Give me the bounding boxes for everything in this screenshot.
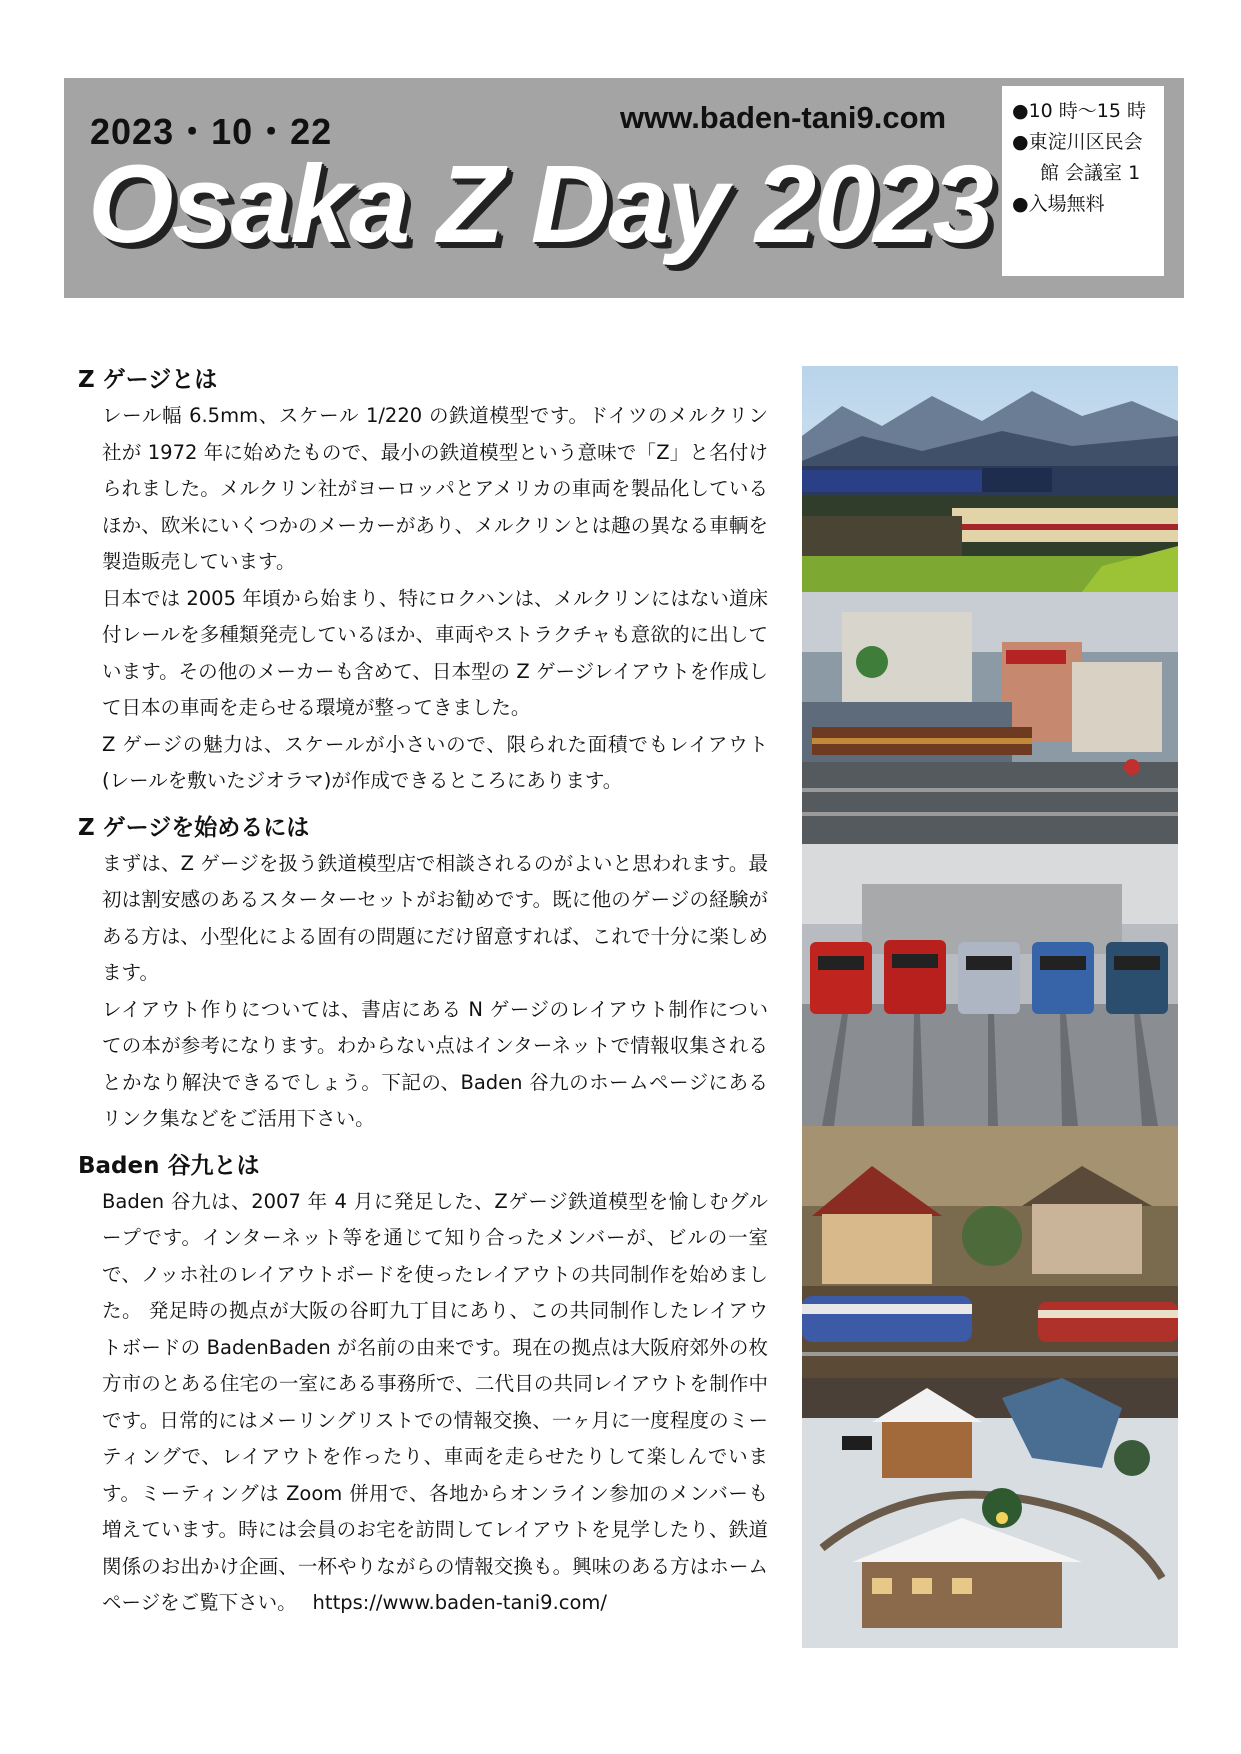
section-heading: Z ゲージを始めるには: [78, 814, 310, 841]
info-time: ●10 時～15 時: [1012, 100, 1147, 122]
photo-town-station: [802, 592, 1178, 844]
paragraph: レイアウト作りについては、書店にある N ゲージのレイアウト制作についての本が参考になります。わからない点はインターネットで情報収集されるとかなり解決できるでしょう。下記の、Baden 谷九のホームページにあるリンク集などをご活用下さい。: [102, 997, 768, 1130]
photo-alpine-village: [802, 1126, 1178, 1378]
photo-snow-layout: [802, 1378, 1178, 1648]
event-title: Osaka Z Day 2023: [88, 143, 992, 266]
paragraph: レール幅 6.5mm、スケール 1/220 の鉄道模型です。ドイツのメルクリン社が 1972 年に始めたもので、最小の鉄道模型という意味で「Z」と名付けられました。メルクリン社がヨーロッパとアメリカの車両を製品化しているほか、欧米にいくつかのメーカーがあり、メルクリンとは趣の異なる車輌を製造販売しています。: [102, 404, 768, 573]
section-about-z-gauge: [78, 362, 768, 800]
section-getting-started: [78, 810, 768, 1138]
event-date: 2023・10・22: [90, 111, 333, 152]
paragraph: まずは、Z ゲージを扱う鉄道模型店で相談されるのがよいと思われます。最初は割安感のあるスターターセットがお勧めです。既に他のゲージの経験がある方は、小型化による固有の問題にだけ留意すれば、これで十分に楽しめます。: [102, 851, 768, 984]
info-venue: ●東淀川区民会: [1012, 131, 1143, 153]
paragraph: 日本では 2005 年頃から始まり、特にロクハンは、メルクリンにはない道床付レールを多種類発売しているほか、車両やストラクチャも意欲的に出しています。その他のメーカーも含めて、日本型の Z ゲージレイアウトを作成して日本の車両を走らせる環境が整ってきました。: [102, 586, 768, 719]
section-about-baden: [78, 1148, 768, 1622]
photo-mountain-trains: [802, 366, 1178, 592]
photo-five-locomotives: [802, 844, 1178, 1126]
website-url[interactable]: www.baden-tani9.com: [620, 100, 947, 135]
event-info-box: [1002, 86, 1164, 276]
paragraph: Z ゲージの魅力は、スケールが小さいので、限られた面積でもレイアウト(レールを敷いたジオラマ)が作成できるところにあります。: [102, 732, 768, 792]
photo-column: [802, 366, 1178, 1648]
section-heading: Baden 谷九とは: [78, 1152, 260, 1179]
paragraph: Baden 谷九は、2007 年 4 月に発足した、Zゲージ鉄道模型を愉しむグループです。インターネット等を通じて知り合ったメンバーが、ビルの一室で、ノッホ社のレイアウトボードを使ったレイアウトの共同制作を始めました。 発足時の拠点が大阪の谷町九丁目にあり、この共同制作したレイアウトボードの BadenBaden が名前の由来です。現在の拠点は大阪府郊外の枚方市のとある住宅の一室にある事務所で、二代目の共同レイアウトを制作中です。日常的にはメーリングリストでの情報交換、一ヶ月に一度程度のミーティングで、レイアウトを作ったり、車両を走らせたりして楽しんでいます。ミーティングは Zoom 併用で、各地からオンライン参加のメンバーも増えています。時には会員のお宅を訪問してレイアウトを見学したり、鉄道関係のお出かけ企画、一杯やりながらの情報交換も。興味のある方はホームページをご覧下さい。 https://www.baden-tani9.com/: [102, 1189, 768, 1614]
article-body: [78, 362, 768, 1632]
header-banner: [64, 78, 1184, 298]
info-admission: ●入場無料: [1012, 193, 1105, 215]
section-heading: Z ゲージとは: [78, 367, 218, 393]
info-venue-room: 館 会議室 1: [1040, 162, 1141, 184]
